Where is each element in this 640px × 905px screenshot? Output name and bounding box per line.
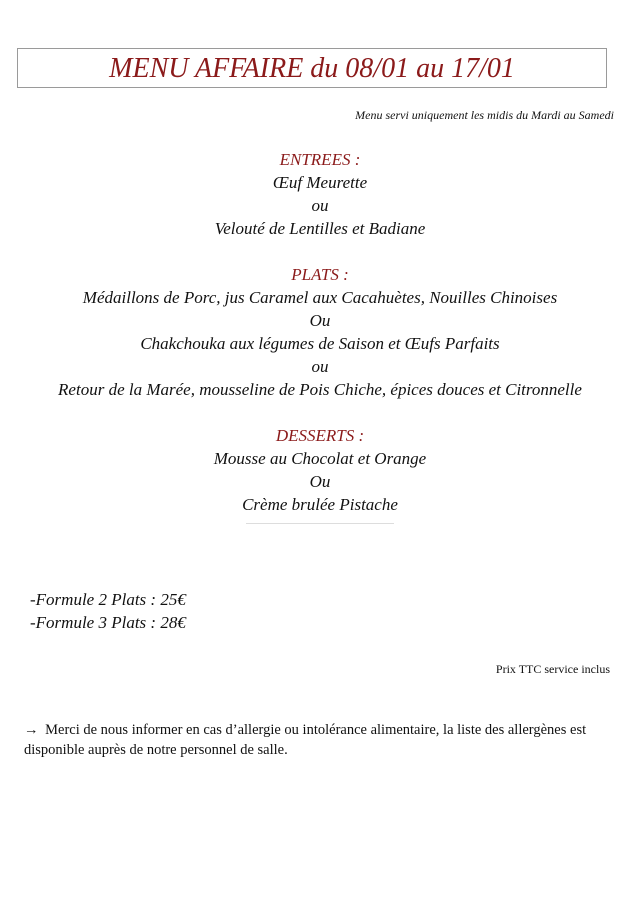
menu-line: Mousse au Chocolat et Orange [213,449,427,468]
page-title: MENU AFFAIRE du 08/01 au 17/01 [109,53,515,84]
menu-line: ou [311,357,329,376]
allergy-notice-text: Merci de nous informer en cas d’allergie ou intolérance alimentaire, la liste des allergènes est disponible auprès de notre personnel de salle. [24,722,587,758]
menu-line: Retour de la Marée, mousseline de Pois Chiche, épices douces et Citronnelle [58,380,582,399]
section-plats [0,263,640,401]
section-entrees [0,148,640,240]
service-subtitle: Menu servi uniquement les midis du Mardi au Samedi [355,108,614,122]
price-formula-3: -Formule 3 Plats : 28€ [30,613,186,632]
menu-line: Ou [309,311,331,330]
menu-line: Velouté de Lentilles et Badiane [214,219,426,238]
section-heading-plats: PLATS : [291,265,349,284]
menu-line: ou [311,196,329,215]
divider [246,523,394,524]
section-desserts [0,424,640,516]
menu-line: Chakchouka aux légumes de Saison et Œufs Parfaits [140,334,500,353]
price-list [30,588,186,634]
menu-body [0,148,640,524]
section-heading-entrees: ENTREES : [279,150,361,169]
menu-line: Ou [309,472,331,491]
arrow-right-icon: → [24,722,39,738]
section-heading-desserts: DESSERTS : [275,426,365,445]
price-formula-2: -Formule 2 Plats : 25€ [30,590,186,609]
menu-line: Œuf Meurette [272,173,368,192]
menu-line: Médaillons de Porc, jus Caramel aux Cacahuètes, Nouilles Chinoises [82,288,558,307]
menu-line: Crème brulée Pistache [242,495,398,514]
allergy-notice [24,720,614,760]
title-box [17,48,607,88]
price-note: Prix TTC service inclus [495,662,610,676]
